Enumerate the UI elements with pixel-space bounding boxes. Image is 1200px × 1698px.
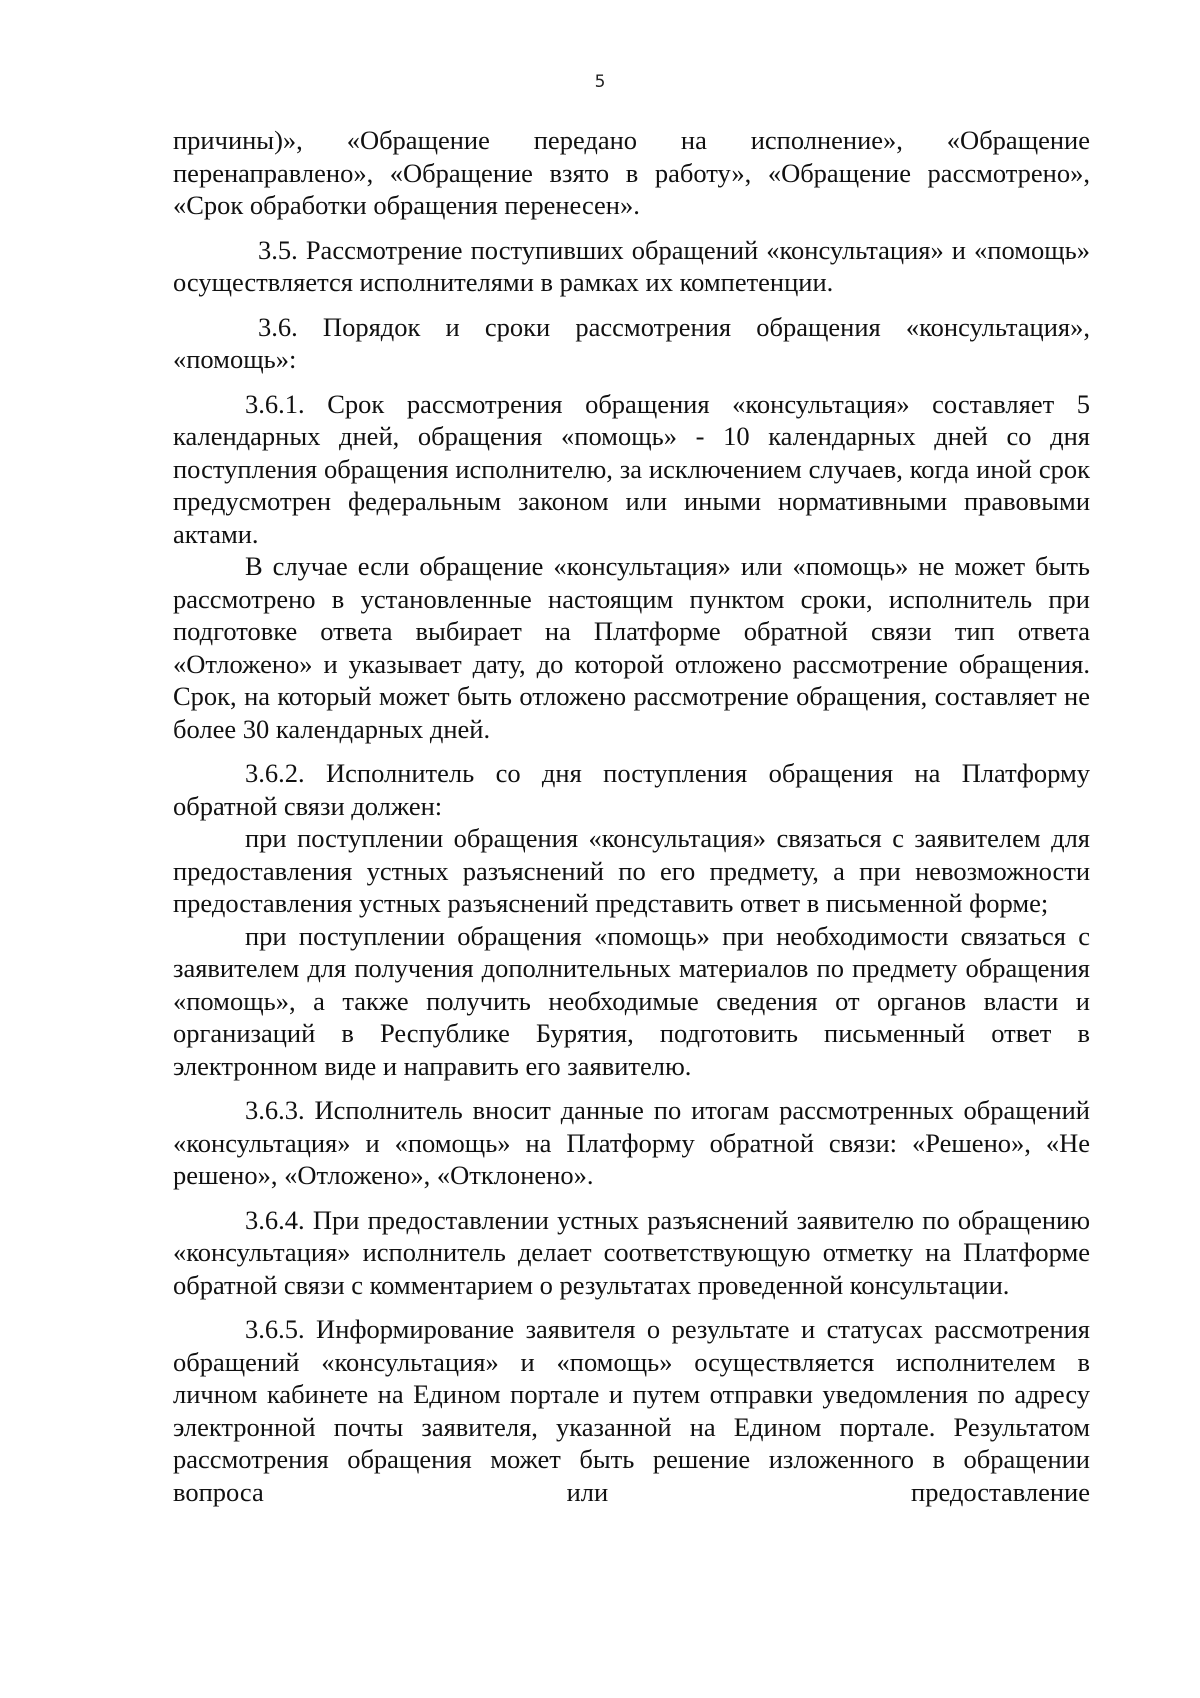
paragraph-3-6-5: 3.6.5. Информирование заявителя о результате и статусах рассмотрения обращений «консультация» и «помощь» осуществляется исполнителем в личном кабинете на Едином портале и путем отправки уведомления по адресу электронной почты заявителя, указанной на Едином портале. Результатом рассмотрения обращения может быть решение изложенного в обращении вопроса или предоставление <box>173 1314 1090 1507</box>
paragraph-3-6-1-postponed: В случае если обращение «консультация» или «помощь» не может быть рассмотрено в установленные настоящим пунктом сроки, исполнитель при подготовке ответа выбирает на Платформе обратной связи тип ответа «Отложено» и указывает дату, до которой отложено рассмотрение обращения. Срок, на который может быть отложено рассмотрение обращения, составляет не более 30 календарных дней. <box>173 551 1090 744</box>
paragraph-3-6-2-consultation: при поступлении обращения «консультация» связаться с заявителем для предоставления устных разъяснений по его предмету, а при невозможности предоставления устных разъяснений представить ответ в письменной форме; <box>173 823 1090 918</box>
page-number: 5 <box>594 72 606 92</box>
document-body <box>173 124 1090 1508</box>
paragraph-3-6-2: 3.6.2. Исполнитель со дня поступления обращения на Платформу обратной связи должен: <box>173 758 1090 821</box>
paragraph-3-6-4: 3.6.4. При предоставлении устных разъяснений заявителю по обращению «консультация» исполнитель делает соответствующую отметку на Платформе обратной связи с комментарием о результатах проведенной консультации. <box>173 1204 1090 1300</box>
paragraph-3-6-3: 3.6.3. Исполнитель вносит данные по итогам рассмотренных обращений «консультация» и «помощь» на Платформу обратной связи: «Решено», «Не решено», «Отложено», «Отклонено». <box>173 1095 1090 1190</box>
paragraph-3-6-2-help: при поступлении обращения «помощь» при необходимости связаться с заявителем для получения дополнительных материалов по предмету обращения «помощь», а также получить необходимые сведения от органов власти и организаций в Республике Бурятия, подготовить письменный ответ в электронном виде и направить его заявителю. <box>173 920 1090 1081</box>
paragraph-3-5: 3.5. Рассмотрение поступивших обращений «консультация» и «помощь» осуществляется исполнителями в рамках их компетенции. <box>173 234 1090 297</box>
paragraph-status-list: причины)», «Обращение передано на исполнение», «Обращение перенаправлено», «Обращение взято в работу», «Обращение рассмотрено», «Срок обработки обращения перенесен». <box>173 125 1090 220</box>
paragraph-3-6: 3.6. Порядок и сроки рассмотрения обращения «консультация», «помощь»: <box>173 311 1090 374</box>
paragraph-3-6-1: 3.6.1. Срок рассмотрения обращения «консультация» составляет 5 календарных дней, обращения «помощь» - 10 календарных дней со дня поступления обращения исполнителю, за исключением случаев, когда иной срок предусмотрен федеральным законом или иными нормативными правовыми актами. <box>173 388 1090 549</box>
